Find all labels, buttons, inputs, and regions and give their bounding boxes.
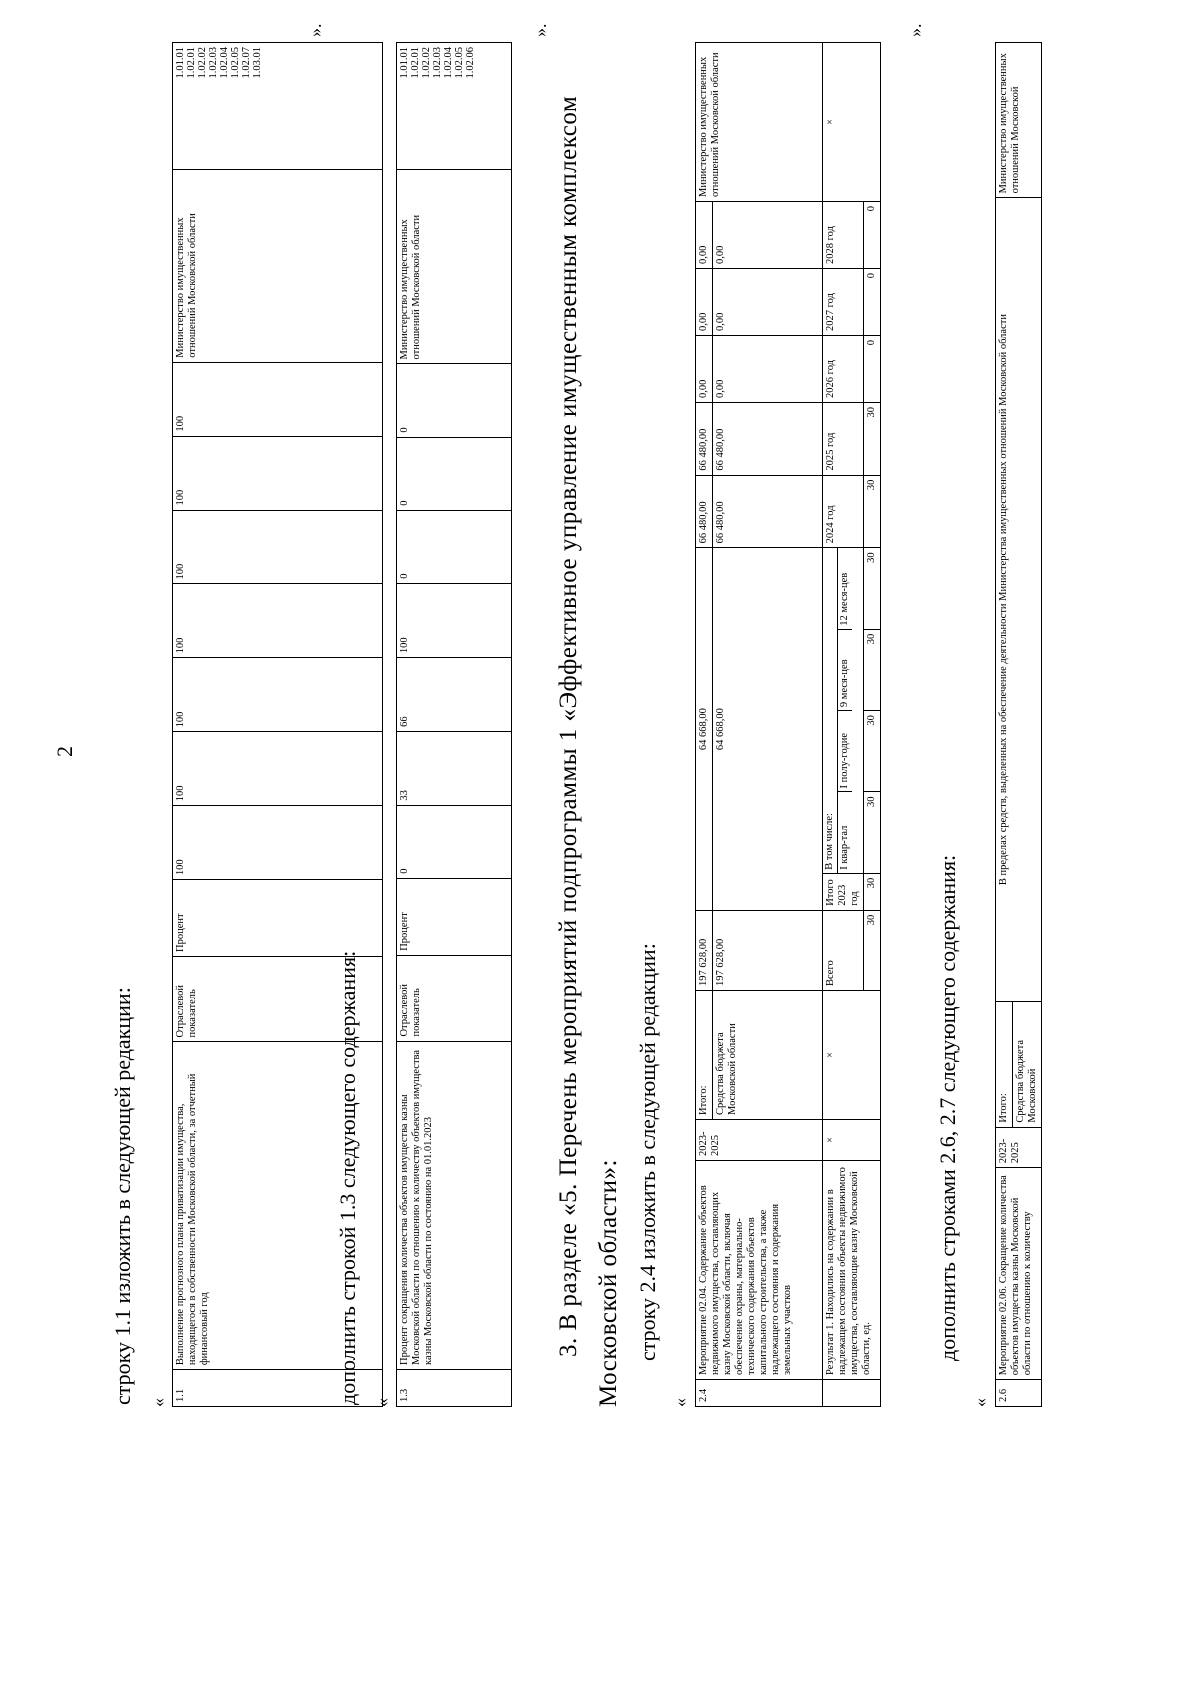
total-2024: 66 480,00 (696, 475, 713, 548)
row-v4: 100 (173, 584, 383, 658)
src-2027: 0,00 (713, 269, 823, 336)
open-quote: « (670, 1398, 690, 1407)
hdr-2025: 2025 год (823, 402, 864, 475)
val-m9: 30 (864, 629, 881, 710)
val-2026: 0 (864, 335, 881, 402)
val-2028: 0 (864, 202, 881, 269)
table-row (823, 43, 864, 1407)
heading-section-3-line2: Московской области»: (595, 1159, 622, 1407)
hdr-2024: 2024 год (823, 475, 864, 548)
src-2026: 0,00 (713, 335, 823, 402)
close-quote: ». (305, 23, 325, 37)
src-2023: 64 668,00 (713, 548, 823, 910)
table-row (696, 43, 713, 1407)
result-source-x: × (823, 991, 881, 1120)
row-num: 2.6 (996, 1380, 1042, 1407)
row-num: 1.1 (173, 1370, 383, 1407)
src-2024: 66 480,00 (713, 475, 823, 548)
total-2028: 0,00 (696, 202, 713, 269)
result-owner-x: × (823, 43, 881, 202)
hdr-2028: 2028 год (823, 202, 864, 269)
val-m12: 30 (864, 548, 881, 629)
fin-source: Средства бюджета Московской области (713, 991, 823, 1120)
page-number: 2 (52, 746, 77, 757)
row-v6: 100 (173, 436, 383, 510)
table-row (996, 43, 1013, 1407)
result-name: Результат 1. Находились на содержании в надлежащем состоянии объекты недвижимого имущества, составляющие казну Московской области, ед. (823, 1161, 881, 1380)
val-q1: 30 (864, 792, 881, 873)
total-all: 197 628,00 (696, 910, 713, 990)
row-unit: Процент (397, 878, 512, 955)
row-v2: 33 (397, 731, 512, 805)
row-v5: 0 (397, 510, 512, 583)
val-2025: 30 (864, 402, 881, 475)
row-name: Процент сокращения количества объектов имущества казны Московской области по отношению к количеству объектов имущества казны Московской области по состоянию на 01.01.2023 (397, 1041, 512, 1369)
hdr-m9: 9 меся-цев (838, 629, 852, 710)
heading-row-1-1: строку 1.1 изложить в следующей редакции: (110, 987, 135, 1405)
table-row-1-3 (396, 42, 512, 1407)
src-all: 197 628,00 (713, 910, 823, 990)
heading-row-1-3: дополнить строкой 1.3 следующего содержания: (335, 950, 360, 1405)
row-num: 2.4 (696, 1380, 823, 1407)
result-years-x: × (823, 1120, 881, 1161)
row-v3: 66 (397, 658, 512, 732)
row-owner: Министерство имущественных отношений Московской области (173, 169, 383, 362)
row-num: 1.3 (397, 1370, 512, 1407)
hdr-2026: 2026 год (823, 335, 864, 402)
fin-total-label: Итого: (696, 991, 713, 1120)
total-2025: 66 480,00 (696, 402, 713, 475)
fin-source: Средства бюджета Московской (1013, 1001, 1042, 1127)
row-v2: 100 (173, 732, 383, 806)
row-type: Отраслевой показатель (173, 956, 383, 1042)
hdr-incl: В том числе: (823, 548, 838, 872)
val-2024: 30 (864, 475, 881, 548)
row-v4: 100 (397, 583, 512, 657)
row-name: Мероприятие 02.06. Сокращение количества объектов имущества казны Московской области по отношению к количеству (996, 1168, 1042, 1380)
table-row-2-4 (695, 42, 881, 1407)
open-quote: « (148, 1398, 168, 1407)
table-row-2-6 (995, 42, 1042, 1407)
row-v1: 100 (173, 806, 383, 880)
hdr-2027: 2027 год (823, 269, 864, 336)
row-codes: 1.01.01 1.02.01 1.02.02 1.02.03 1.02.04 1.02.05 1.02.06 (397, 43, 512, 170)
row-owner: Министерство имущественных отношений Московской области (397, 170, 512, 364)
open-quote: « (970, 1398, 990, 1407)
fin-total-label: Итого: (996, 1001, 1013, 1127)
total-2027: 0,00 (696, 269, 713, 336)
heading-row-2-4: строку 2.4 изложить в следующей редакции: (635, 943, 660, 1361)
val-all: 30 (864, 910, 881, 990)
row-v6: 0 (397, 437, 512, 510)
heading-rows-2-6-2-7: дополнить строками 2.6, 2.7 следующего содержания: (935, 854, 960, 1361)
row-owner: Министерство имущественных отношений Московской (996, 43, 1042, 198)
row-v7: 100 (173, 362, 383, 436)
row-type: Отраслевой показатель (397, 955, 512, 1041)
total-2023: 64 668,00 (696, 548, 713, 910)
row-codes: 1.01.01 1.02.01 1.02.02 1.02.03 1.02.04 1.02.05 1.02.07 1.03.01 (173, 43, 383, 170)
heading-section-3-line1: 3. В разделе «5. Перечень мероприятий подпрограммы 1 «Эффективное управление имущественным комплексом (555, 95, 582, 1357)
total-2026: 0,00 (696, 335, 713, 402)
row-v5: 100 (173, 510, 383, 584)
close-quote: ». (530, 23, 550, 37)
table-row (397, 43, 512, 1407)
hdr-m12: 12 меся-цев (839, 572, 850, 626)
close-quote: ». (905, 23, 925, 37)
row-years: 2023-2025 (996, 1127, 1042, 1168)
hdr-q1: I квар-тал (838, 791, 852, 872)
row-years: 2023-2025 (696, 1120, 823, 1161)
val-2023: 30 (864, 873, 881, 910)
open-quote: « (372, 1398, 392, 1407)
row-v1: 0 (397, 805, 512, 878)
row-name: Выполнение прогнозного плана приватизации имущества, находящегося в собственности Московской области, за отчетный финансовый год (173, 1042, 383, 1370)
row-v7: 0 (397, 364, 512, 437)
row-name: Мероприятие 02.04. Содержание объектов недвижимого имущества, составляющих казну Московской области, включая обеспечение охраны, материально-технического содержания объектов капитального строительства, а также надлежащего состояния и содержания земельных участков (696, 1161, 823, 1380)
row-unit: Процент (173, 880, 383, 957)
row-owner: Министерство имущественных отношений Московской области (696, 43, 823, 202)
src-2028: 0,00 (713, 202, 823, 269)
val-2027: 0 (864, 269, 881, 336)
val-h1: 30 (864, 711, 881, 792)
row-note: В пределах средств, выделенных на обеспечение деятельности Министерства имущественных отношений Московской области (996, 198, 1042, 1001)
hdr-h1: I полу-годие (838, 710, 852, 791)
src-2025: 66 480,00 (713, 402, 823, 475)
hdr-all: Всего (823, 910, 864, 990)
row-v3: 100 (173, 658, 383, 732)
hdr-total-2023: Итого 2023 год (823, 873, 864, 910)
